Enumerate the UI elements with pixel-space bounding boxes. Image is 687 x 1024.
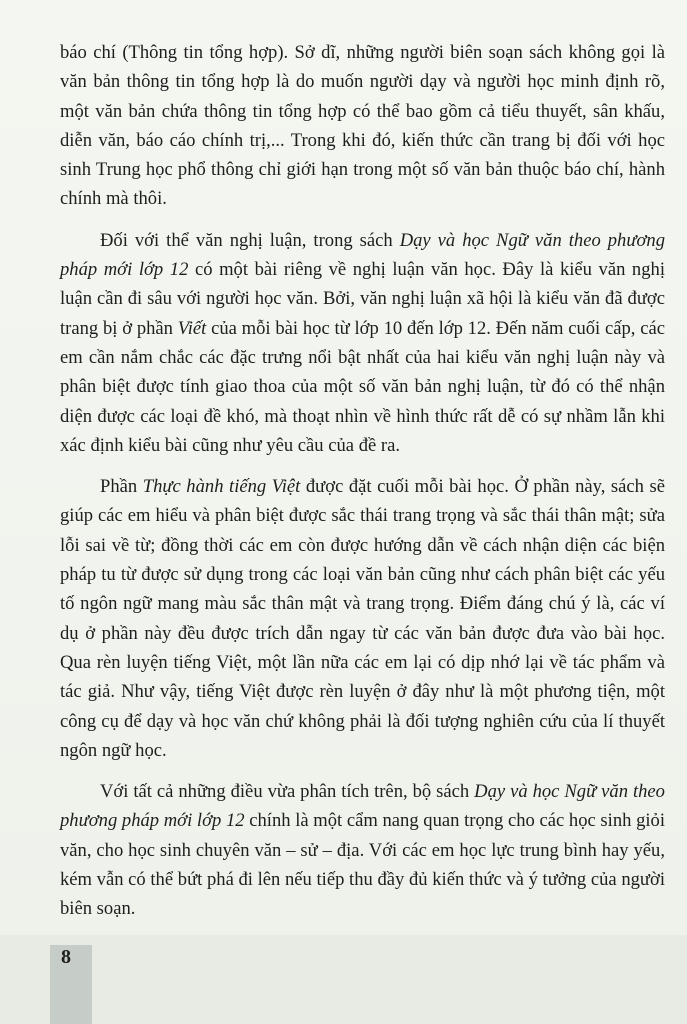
text-run: Đối với thể văn nghị luận, trong sách: [100, 229, 400, 251]
italic-text-run: Thực hành tiếng Việt: [142, 476, 301, 498]
paragraph-2: [60, 226, 665, 460]
paragraph-1: [60, 38, 665, 214]
page-body: [60, 38, 665, 936]
page-number-tab: [50, 945, 92, 1024]
text-run: của mỗi bài học từ lớp 10 đến lớp 12. Đến năm cuối cấp, các em cần nắm chắc các đặc trưng nổi bật nhất của hai kiểu văn nghị luận này và phân biệt được tính giao thoa của một số văn bản nghị luận, từ đó có thể nhận diện được các loại đề khó, mà thoạt nhìn về hình thức rất dễ có sự nhầm lẫn khi xác định kiểu bài cũng như yêu cầu của đề ra.: [60, 317, 665, 456]
text-run: báo chí (Thông tin tổng hợp). Sở dĩ, những người biên soạn sách không gọi là văn bản thông tin tổng hợp là do muốn người dạy và người học minh định rõ, một văn bản chứa thông tin tổng hợp có thể bao gồm cả tiểu thuyết, sân khấu, diễn văn, báo cáo chính trị,... Trong khi đó, kiến thức cần trang bị đối với học sinh Trung học phổ thông chỉ giới hạn trong một số văn bản thuộc báo chí, hành chính mà thôi.: [60, 42, 665, 210]
footer-band: [0, 935, 687, 1024]
page-number: 8: [61, 946, 71, 968]
text-run: Phần: [100, 476, 143, 498]
italic-text-run: Viết: [177, 317, 207, 339]
italic-text-run: Dạy và học Ngữ văn theo phương pháp mới lớp 12: [60, 229, 665, 281]
text-run: chính là một cẩm nang quan trọng cho các học sinh giỏi văn, cho học sinh chuyên văn – sử – địa. Với các em học lực trung bình hay yếu, kém vẫn có thể bứt phá đi lên nếu tiếp thu đầy đủ kiến thức và ý tưởng của người biên soạn.: [60, 810, 666, 920]
paragraph-3: [60, 472, 665, 765]
text-run: được đặt cuối mỗi bài học. Ở phần này, sách sẽ giúp các em hiểu và phân biệt được sắc thái trang trọng và sắc thái thân mật; sửa lỗi sai về từ; đồng thời các em còn được hướng dẫn về cách nhận diện các biện pháp tu từ được sử dụng trong các loại văn bản cũng như cách phân biệt các yếu tố ngôn ngữ mang màu sắc thân mật và trang trọng. Điểm đáng chú ý là, các ví dụ ở phần này đều được trích dẫn ngay từ các văn bản được đưa vào bài học. Qua rèn luyện tiếng Việt, một lần nữa các em lại có dịp nhớ lại về tác phẩm và tác giả. Như vậy, tiếng Việt được rèn luyện ở đây như là một phương tiện, một công cụ để dạy và học văn chứ không phải là đối tượng nghiên cứu của lí thuyết ngôn ngữ học.: [60, 476, 666, 761]
paragraph-4: [60, 777, 665, 923]
text-run: có một bài riêng về nghị luận văn học. Đây là kiểu văn nghị luận cần đi sâu với người học văn. Bởi, văn nghị luận xã hội là kiểu văn đã được trang bị ở phần: [60, 259, 665, 339]
text-run: Với tất cả những điều vừa phân tích trên, bộ sách: [100, 781, 475, 803]
italic-text-run: Dạy và học Ngữ văn theo phương pháp mới lớp 12: [60, 781, 665, 832]
